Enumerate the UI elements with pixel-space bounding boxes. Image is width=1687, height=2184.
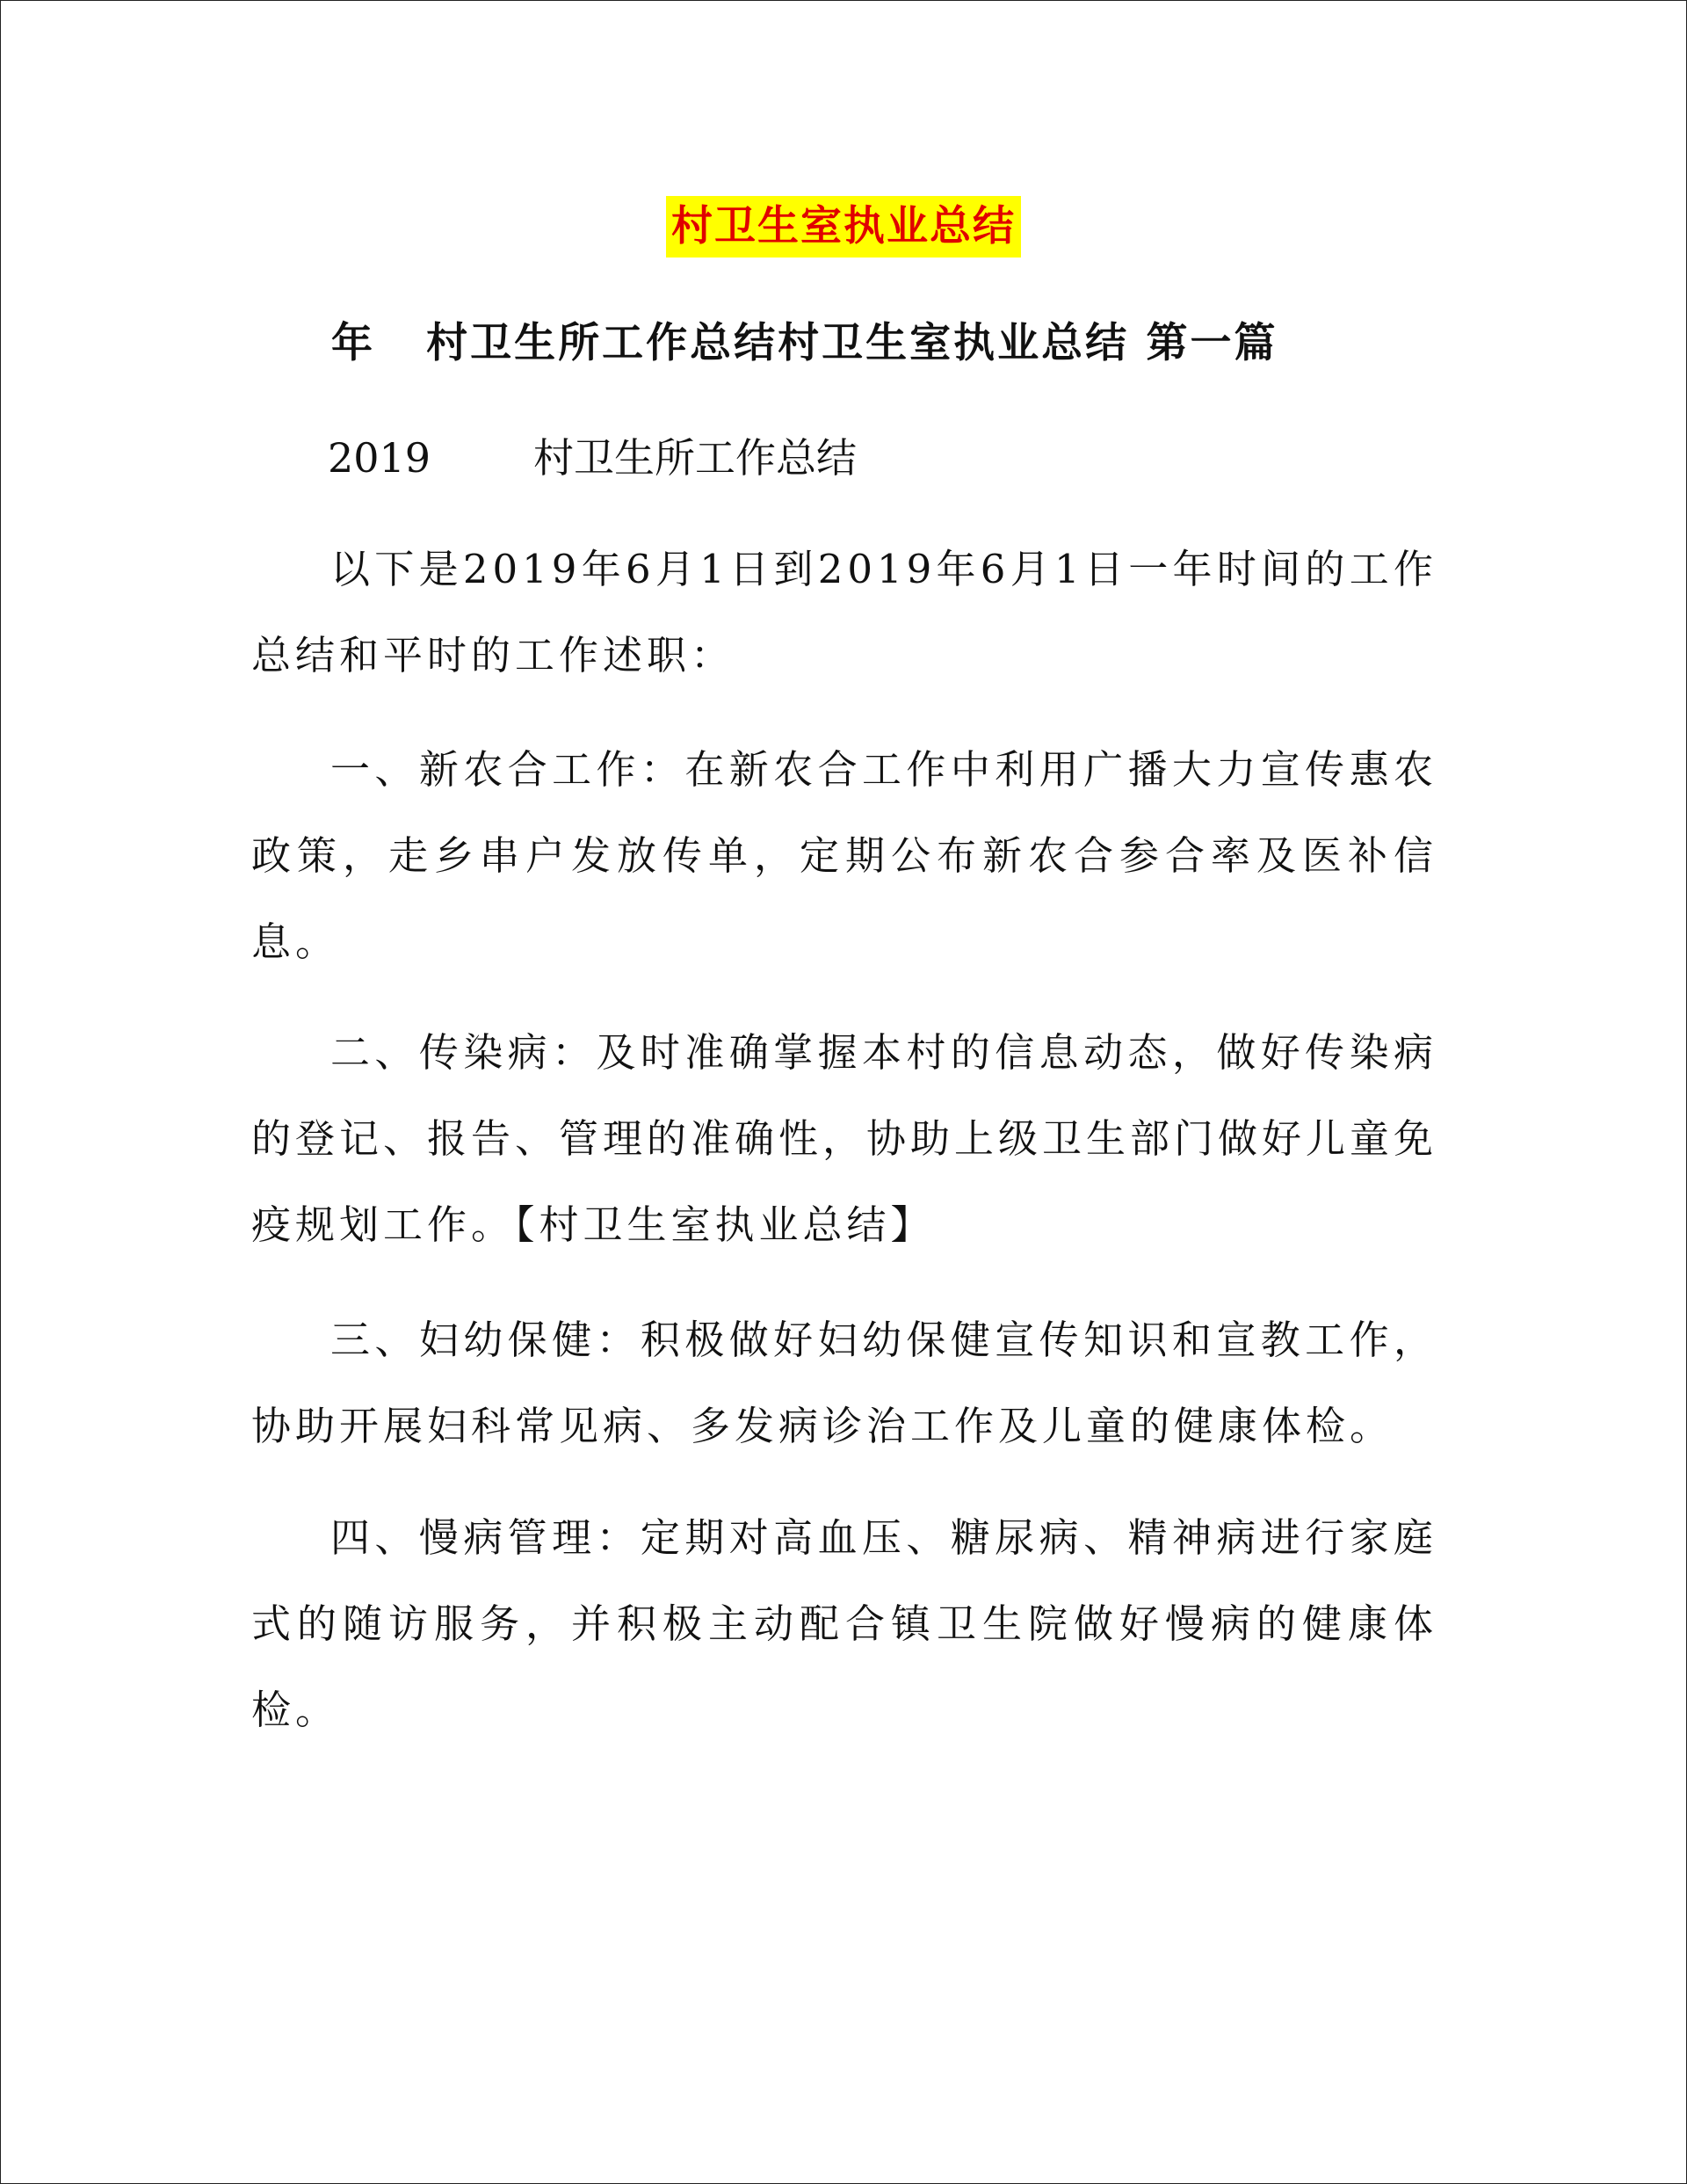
paragraph-infectious-disease: 二、传染病：及时准确掌握本村的信息动态，做好传染病的登记、报告、管理的准确性，协助上级卫生部门做好儿童免疫规划工作。【村卫生室执业总结】 [251,1029,1438,1248]
paragraph-maternal-child-health: 三、妇幼保健：积极做好妇幼保健宣传知识和宣教工作，协助开展妇科常见病、多发病诊治工作及儿童的健康体检。 [251,1317,1437,1449]
intro-paragraph: 以下是2019年6月1日到2019年6月1日一年时间的工作总结和平时的工作述职： [251,546,1437,678]
document-subtitle: 年 村卫生所工作总结村卫生室执业总结 第一篇 [331,319,1278,367]
title-container [1,196,1686,258]
year-heading: 2019 村卫生所工作总结 [328,434,858,482]
document-title: 村卫生室执业总结 [666,196,1021,258]
paragraph-rural-cooperative: 一、新农合工作：在新农合工作中利用广播大力宣传惠农政策，走乡串户发放传单，定期公布新农合参合率及医补信息。 [251,746,1437,965]
paragraph-chronic-disease: 四、慢病管理：定期对高血压、糖尿病、精神病进行家庭式的随访服务，并积极主动配合镇卫生院做好慢病的健康体检。 [251,1514,1437,1733]
